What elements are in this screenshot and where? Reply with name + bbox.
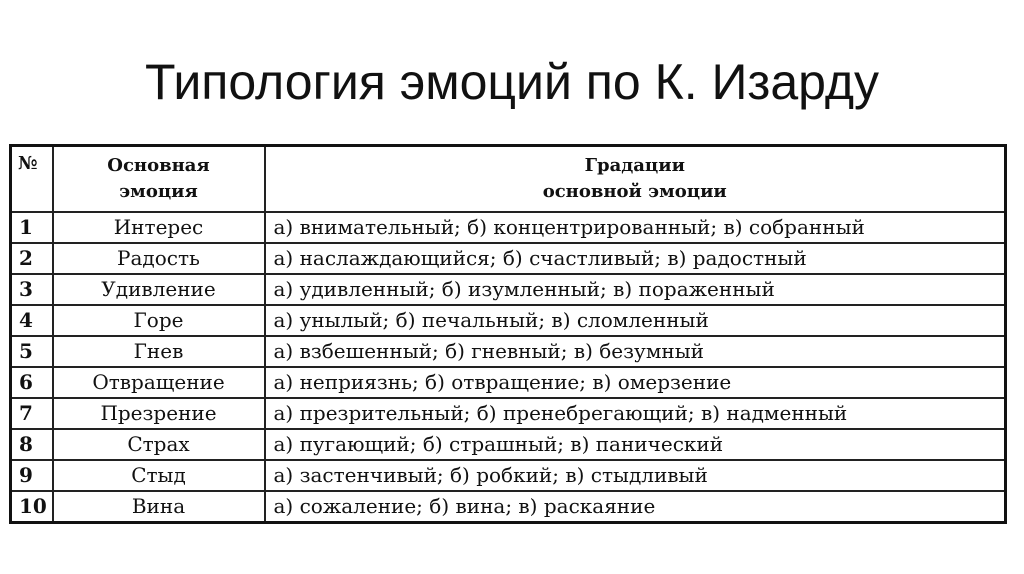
header-number: № [11,146,53,213]
row-number: 2 [11,243,53,274]
row-emotion: Гнев [53,336,265,367]
row-emotion: Страх [53,429,265,460]
row-emotion: Презрение [53,398,265,429]
row-emotion: Стыд [53,460,265,491]
table-header-row [11,146,1006,213]
row-number: 1 [11,212,53,243]
row-gradations: а) сожаление; б) вина; в) раскаяние [265,491,1006,523]
row-number: 8 [11,429,53,460]
row-emotion: Отвращение [53,367,265,398]
table-row [11,429,1006,460]
slide-title: Типология эмоций по К. Изарду [144,54,879,110]
row-emotion: Удивление [53,274,265,305]
header-basic-emotion [53,146,265,213]
row-emotion: Вина [53,491,265,523]
header-gradations-line1: Градации [584,155,685,176]
row-gradations: а) наслаждающийся; б) счастливый; в) радостный [265,243,1006,274]
row-number: 9 [11,460,53,491]
table-row [11,305,1006,336]
row-number: 7 [11,398,53,429]
table-row [11,460,1006,491]
emotion-typology-table-container [9,144,1007,524]
table-row [11,491,1006,523]
table-row [11,398,1006,429]
row-emotion: Интерес [53,212,265,243]
row-gradations: а) застенчивый; б) робкий; в) стыдливый [265,460,1006,491]
row-emotion: Горе [53,305,265,336]
row-gradations: а) пугающий; б) страшный; в) панический [265,429,1006,460]
header-gradations [265,146,1006,213]
header-basic-emotion-line1: Основная [107,155,210,176]
emotion-typology-table [9,144,1007,524]
row-number: 10 [11,491,53,523]
table-row [11,274,1006,305]
row-gradations: а) неприязнь; б) отвращение; в) омерзение [265,367,1006,398]
row-number: 6 [11,367,53,398]
row-gradations: а) презрительный; б) пренебрегающий; в) надменный [265,398,1006,429]
table-row [11,367,1006,398]
header-gradations-line2: основной эмоции [542,181,727,202]
row-number: 5 [11,336,53,367]
table-row [11,243,1006,274]
row-gradations: а) взбешенный; б) гневный; в) безумный [265,336,1006,367]
table-row [11,336,1006,367]
row-gradations: а) унылый; б) печальный; в) сломленный [265,305,1006,336]
row-number: 3 [11,274,53,305]
row-gradations: а) внимательный; б) концентрированный; в) собранный [265,212,1006,243]
header-basic-emotion-line2: эмоция [119,181,198,202]
row-gradations: а) удивленный; б) изумленный; в) пораженный [265,274,1006,305]
row-number: 4 [11,305,53,336]
table-row [11,212,1006,243]
row-emotion: Радость [53,243,265,274]
